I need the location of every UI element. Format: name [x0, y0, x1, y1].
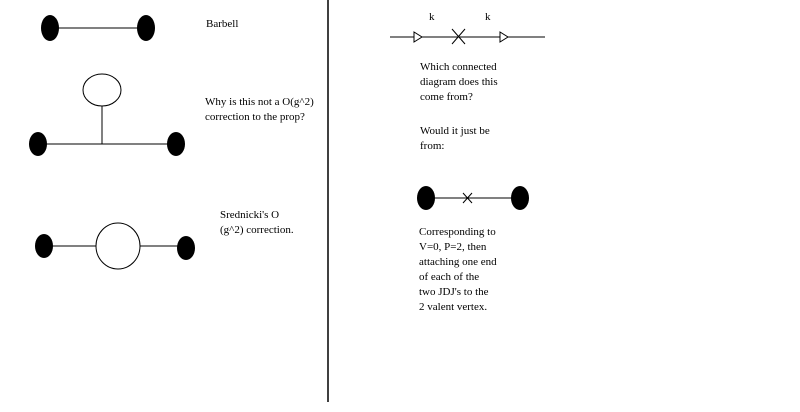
srednicki-label: Srednicki's O (g^2) correction. — [220, 209, 294, 236]
tadpole-right-source — [167, 132, 185, 156]
momentum-label-left: k — [429, 11, 435, 23]
momentum-label-right: k — [485, 11, 491, 23]
tadpole-left-source — [29, 132, 47, 156]
would-it-question: Would it just be from: — [420, 125, 490, 152]
loop-right-source — [177, 236, 195, 260]
two-point-left-source — [417, 186, 435, 210]
tadpole-diagram — [29, 74, 185, 156]
barbell-left-source — [41, 15, 59, 41]
tadpole-question: Why is this not a O(g^2) correction to the prop? — [205, 96, 314, 123]
barbell-diagram — [41, 15, 155, 41]
corresponding-explanation: Corresponding to V=0, P=2, then attaching one end of each of the two JDJ's to the 2 valent vertex. — [419, 226, 497, 313]
loop-left-source — [35, 234, 53, 258]
right-arrow-icon — [500, 32, 508, 42]
two-point-vertex-diagram — [417, 186, 529, 210]
loop-bubble — [96, 223, 140, 269]
arrowed-propagator-diagram — [390, 29, 545, 44]
barbell-label: Barbell — [206, 18, 239, 30]
tadpole-loop — [83, 74, 121, 106]
two-point-right-source — [511, 186, 529, 210]
barbell-right-source — [137, 15, 155, 41]
connected-diagram-question: Which connected diagram does this come from? — [420, 61, 498, 103]
left-arrow-icon — [414, 32, 422, 42]
loop-correction-diagram — [35, 223, 195, 269]
